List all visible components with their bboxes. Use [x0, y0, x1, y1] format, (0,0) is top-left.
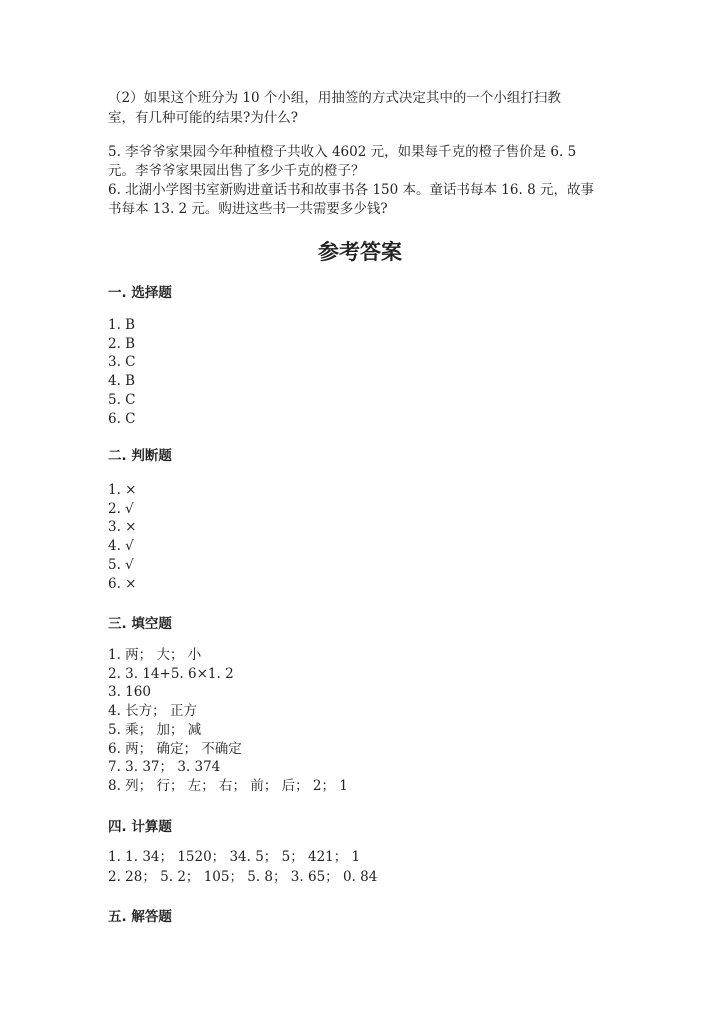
answer-item: 1. 1. 34； 1520； 34. 5； 5； 421； 1 — [108, 849, 361, 865]
section-heading: 二. 判断题 — [108, 448, 172, 464]
answer-item: 1. × — [108, 482, 137, 498]
answer-item: 2. 28； 5. 2； 105； 5. 8； 3. 65； 0. 84 — [108, 869, 378, 885]
answer-item: 3. × — [108, 519, 137, 536]
answer-item: 4. B — [108, 373, 136, 390]
section-heading: 一. 选择题 — [108, 285, 172, 301]
question-text: 室，有几种可能的结果?为什么? — [108, 110, 298, 126]
answer-item: 6. × — [108, 575, 137, 592]
answer-item: 1. B — [108, 317, 136, 333]
answer-item: 2. B — [108, 335, 136, 352]
answer-item: 5. 乘； 加； 减 — [108, 721, 202, 738]
answer-item: 2. 3. 14+5. 6×1. 2 — [108, 665, 234, 682]
question-text: 书每本 13. 2 元。购进这些书一共需要多少钱? — [108, 201, 388, 217]
answer-item: 5. C — [108, 391, 136, 408]
question-text: 元。李爷爷家果园出售了多少千克的橙子？ — [108, 163, 365, 179]
answer-item: 6. 两； 确定； 不确定 — [108, 740, 242, 757]
answer-item: 4. √ — [108, 538, 134, 555]
answer-item: 1. 两； 大； 小 — [108, 647, 202, 663]
answer-item: 7. 3. 37； 3. 374 — [108, 759, 221, 776]
question-text: 5. 李爷爷家果园今年种植橙子共收入 4602 元，如果每千克的橙子售价是 6. 5 — [108, 144, 577, 160]
answer-item: 3. 160 — [108, 684, 151, 701]
answer-item: 2. √ — [108, 500, 134, 517]
answer-title: 参考答案 — [318, 240, 402, 264]
answer-item: 4. 长方； 正方 — [108, 703, 197, 720]
answer-item: 6. C — [108, 410, 136, 427]
question-text: 6. 北湖小学图书室新购进童话书和故事书各 150 本。童话书每本 16. 8 元，故事 — [108, 182, 594, 198]
section-heading: 三. 填空题 — [108, 616, 172, 632]
section-heading: 五. 解答题 — [108, 909, 172, 925]
answer-item: 3. C — [108, 354, 136, 371]
answer-item: 5. √ — [108, 556, 134, 573]
section-heading: 四. 计算题 — [108, 819, 172, 835]
answer-item: 8. 列； 行； 左； 右； 前； 后； 2； 1 — [108, 777, 348, 794]
question-text: （2）如果这个班分为 10 个小组，用抽签的方式决定其中的一个小组打扫教 — [108, 90, 561, 106]
